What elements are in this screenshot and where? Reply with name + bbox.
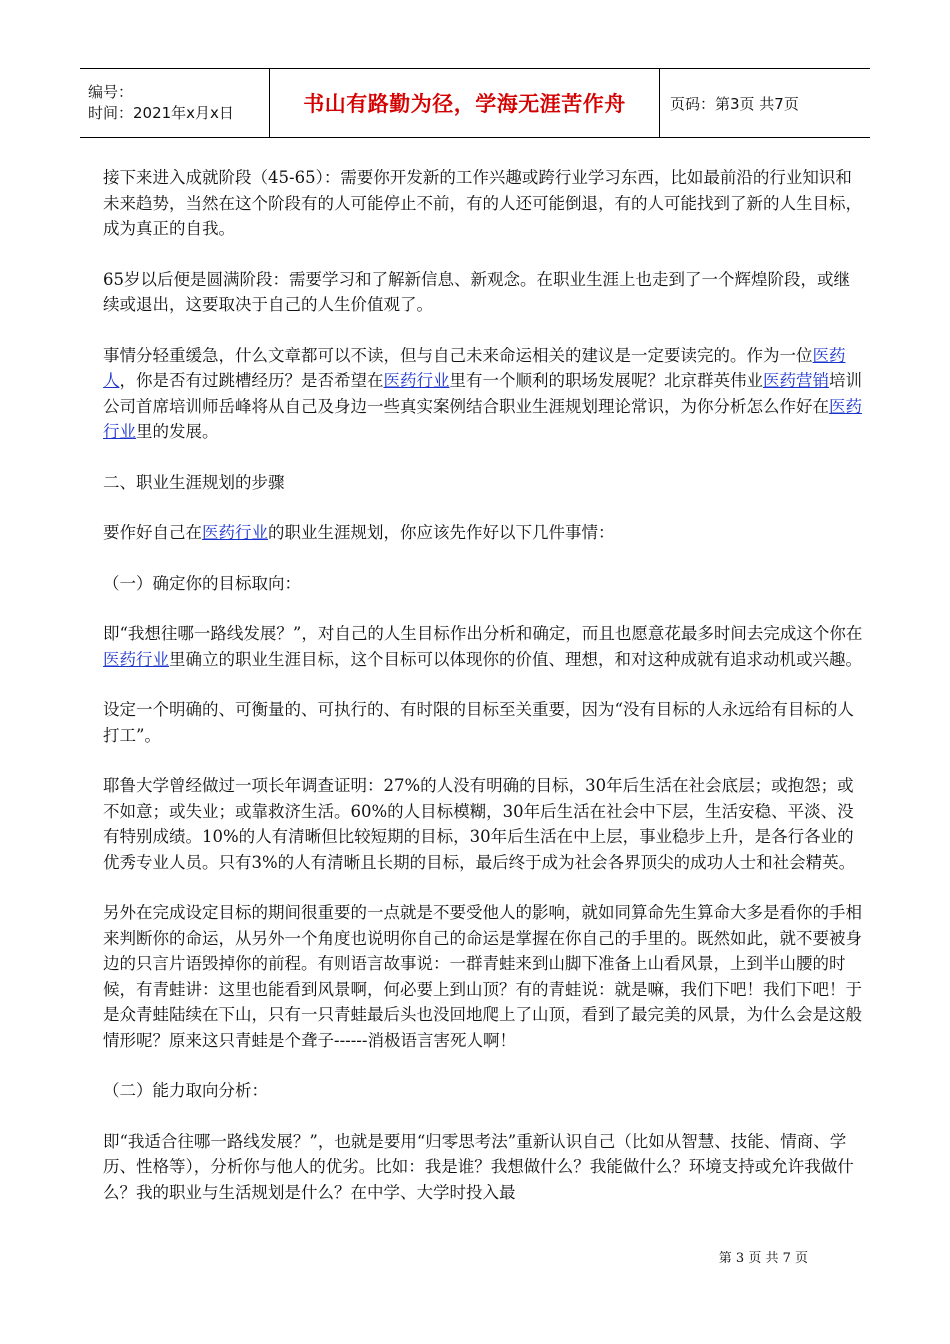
paragraph	[103, 1129, 863, 1206]
doc-number-label: 编号：	[88, 83, 134, 101]
paragraph-text: ，你是否有过跳槽经历？是否希望在	[119, 371, 384, 390]
keyword-link[interactable]: 医药行业	[202, 523, 268, 542]
paragraph	[103, 697, 863, 748]
paragraph-text: 接下来进入成就阶段（45-65）：需要你开发新的工作兴趣或跨行业学习东西，比如最前沿的行业知识和未来趋势，当然在这个阶段有的人可能停止不前，有的人还可能倒退，有的人可能找到了新的人生目标，成为真正的自我。	[103, 168, 862, 238]
paragraph-text: 即“我想往哪一路线发展？”，对自己的人生目标作出分析和确定，而且也愿意花最多时间去完成这个你在	[103, 624, 863, 643]
paragraph-text: 二、职业生涯规划的步骤	[103, 472, 285, 492]
keyword-link[interactable]: 医药行业	[383, 371, 450, 390]
keyword-link[interactable]: 医药营销	[763, 371, 829, 390]
paragraph-text: 设定一个明确的、可衡量的、可执行的、有时限的目标至关重要，因为“没有目标的人永远给有目标的人打工”。	[103, 700, 854, 745]
paragraph-text: 培训公司首席培训师岳峰将从自己及身边一些真实案例结合职业生涯规划理论常识，为你分析怎么作好在	[103, 371, 862, 416]
paragraph	[103, 267, 863, 318]
header-page-cell	[660, 69, 870, 137]
paragraph-text: 65岁以后便是圆满阶段：需要学习和了解新信息、新观念。在职业生涯上也走到了一个辉煌阶段，或继续或退出，这要取决于自己的人生价值观了。	[103, 269, 850, 314]
paragraph-text: （一）确定你的目标取向：	[103, 573, 301, 593]
keyword-link[interactable]: 医药人	[103, 345, 846, 390]
paragraph	[103, 520, 863, 546]
paragraph	[103, 343, 863, 445]
header-motto-cell	[270, 69, 660, 137]
paragraph-text: 里的发展。	[136, 422, 219, 441]
paragraph-text: （二）能力取向分析：	[103, 1081, 268, 1100]
doc-time-label: 时间：2021年x月x日	[88, 104, 234, 122]
paragraph	[103, 165, 863, 242]
paragraph	[103, 900, 863, 1053]
page-footer: 第 3 页 共 7 页	[718, 1251, 808, 1266]
header-page-label: 页码：第3页 共7页	[670, 94, 799, 113]
paragraph-text: 事情分轻重缓急，什么文章都可以不读，但与自己未来命运相关的建议是一定要读完的。作为一位	[103, 345, 813, 365]
keyword-link[interactable]: 医药行业	[103, 649, 169, 669]
paragraph	[103, 773, 863, 875]
paragraph-text: 的职业生涯规划，你应该先作好以下几件事情：	[268, 523, 615, 542]
paragraph	[103, 470, 863, 496]
paragraph-text: 另外在完成设定目标的期间很重要的一点就是不要受他人的影响，就如同算命先生算命大多是看你的手相来判断你的命运，从另外一个角度也说明你自己的命运是掌握在你自己的手里的。既然如此，就不要被身边的只言片语毁掉你的前程。有则语言故事说：一群青蛙来到山脚下准备上山看风景，上到半山腰的时候，有青蛙讲：这里也能看到风景啊，何必要上到山顶？有的青蛙说：就是嘛，我们下吧！我们下吧！于是众青蛙陆续在下山，只有一只青蛙最后头也没回地爬上了山顶，看到了最完美的风景，为什么会是这般情形呢？原来这只青蛙是个聋子------消极语言害死人啊！	[103, 903, 862, 1050]
page-header	[80, 68, 870, 138]
header-motto: 书山有路勤为径，学海无涯苦作舟	[303, 92, 626, 116]
header-meta	[80, 69, 270, 137]
paragraph	[103, 571, 863, 597]
paragraph-text: 里确立的职业生涯目标，这个目标可以体现你的价值、理想，和对这种成就有追求动机或兴趣。	[169, 649, 862, 669]
keyword-link[interactable]: 医药行业	[103, 396, 862, 441]
paragraph-text: 即“我适合往哪一路线发展？”，也就是要用“归零思考法”重新认识自己（比如从智慧、技能、情商、学历、性格等），分析你与他人的优劣。比如：我是谁？我想做什么？我能做什么？环境支持或允许我做什么？我的职业与生活规划是什么？在中学、大学时投入最	[103, 1131, 854, 1202]
paragraph	[103, 1078, 863, 1104]
document-body	[103, 165, 863, 1230]
paragraph-text: 要作好自己在	[103, 523, 202, 542]
paragraph	[103, 621, 863, 672]
paragraph-text: 耶鲁大学曾经做过一项长年调查证明：27%的人没有明确的目标，30年后生活在社会底层；或抱怨；或不如意；或失业；或靠救济生活。60%的人目标模糊，30年后生活在社会中下层，生活安稳、平淡、没有特别成绩。10%的人有清晰但比较短期的目标，30年后生活在中上层，事业稳步上升，是各行各业的优秀专业人员。只有3%的人有清晰且长期的目标，最后终于成为社会各界顶尖的成功人士和社会精英。	[103, 776, 856, 872]
paragraph-text: 里有一个顺利的职场发展呢？北京群英伟业	[449, 371, 763, 390]
